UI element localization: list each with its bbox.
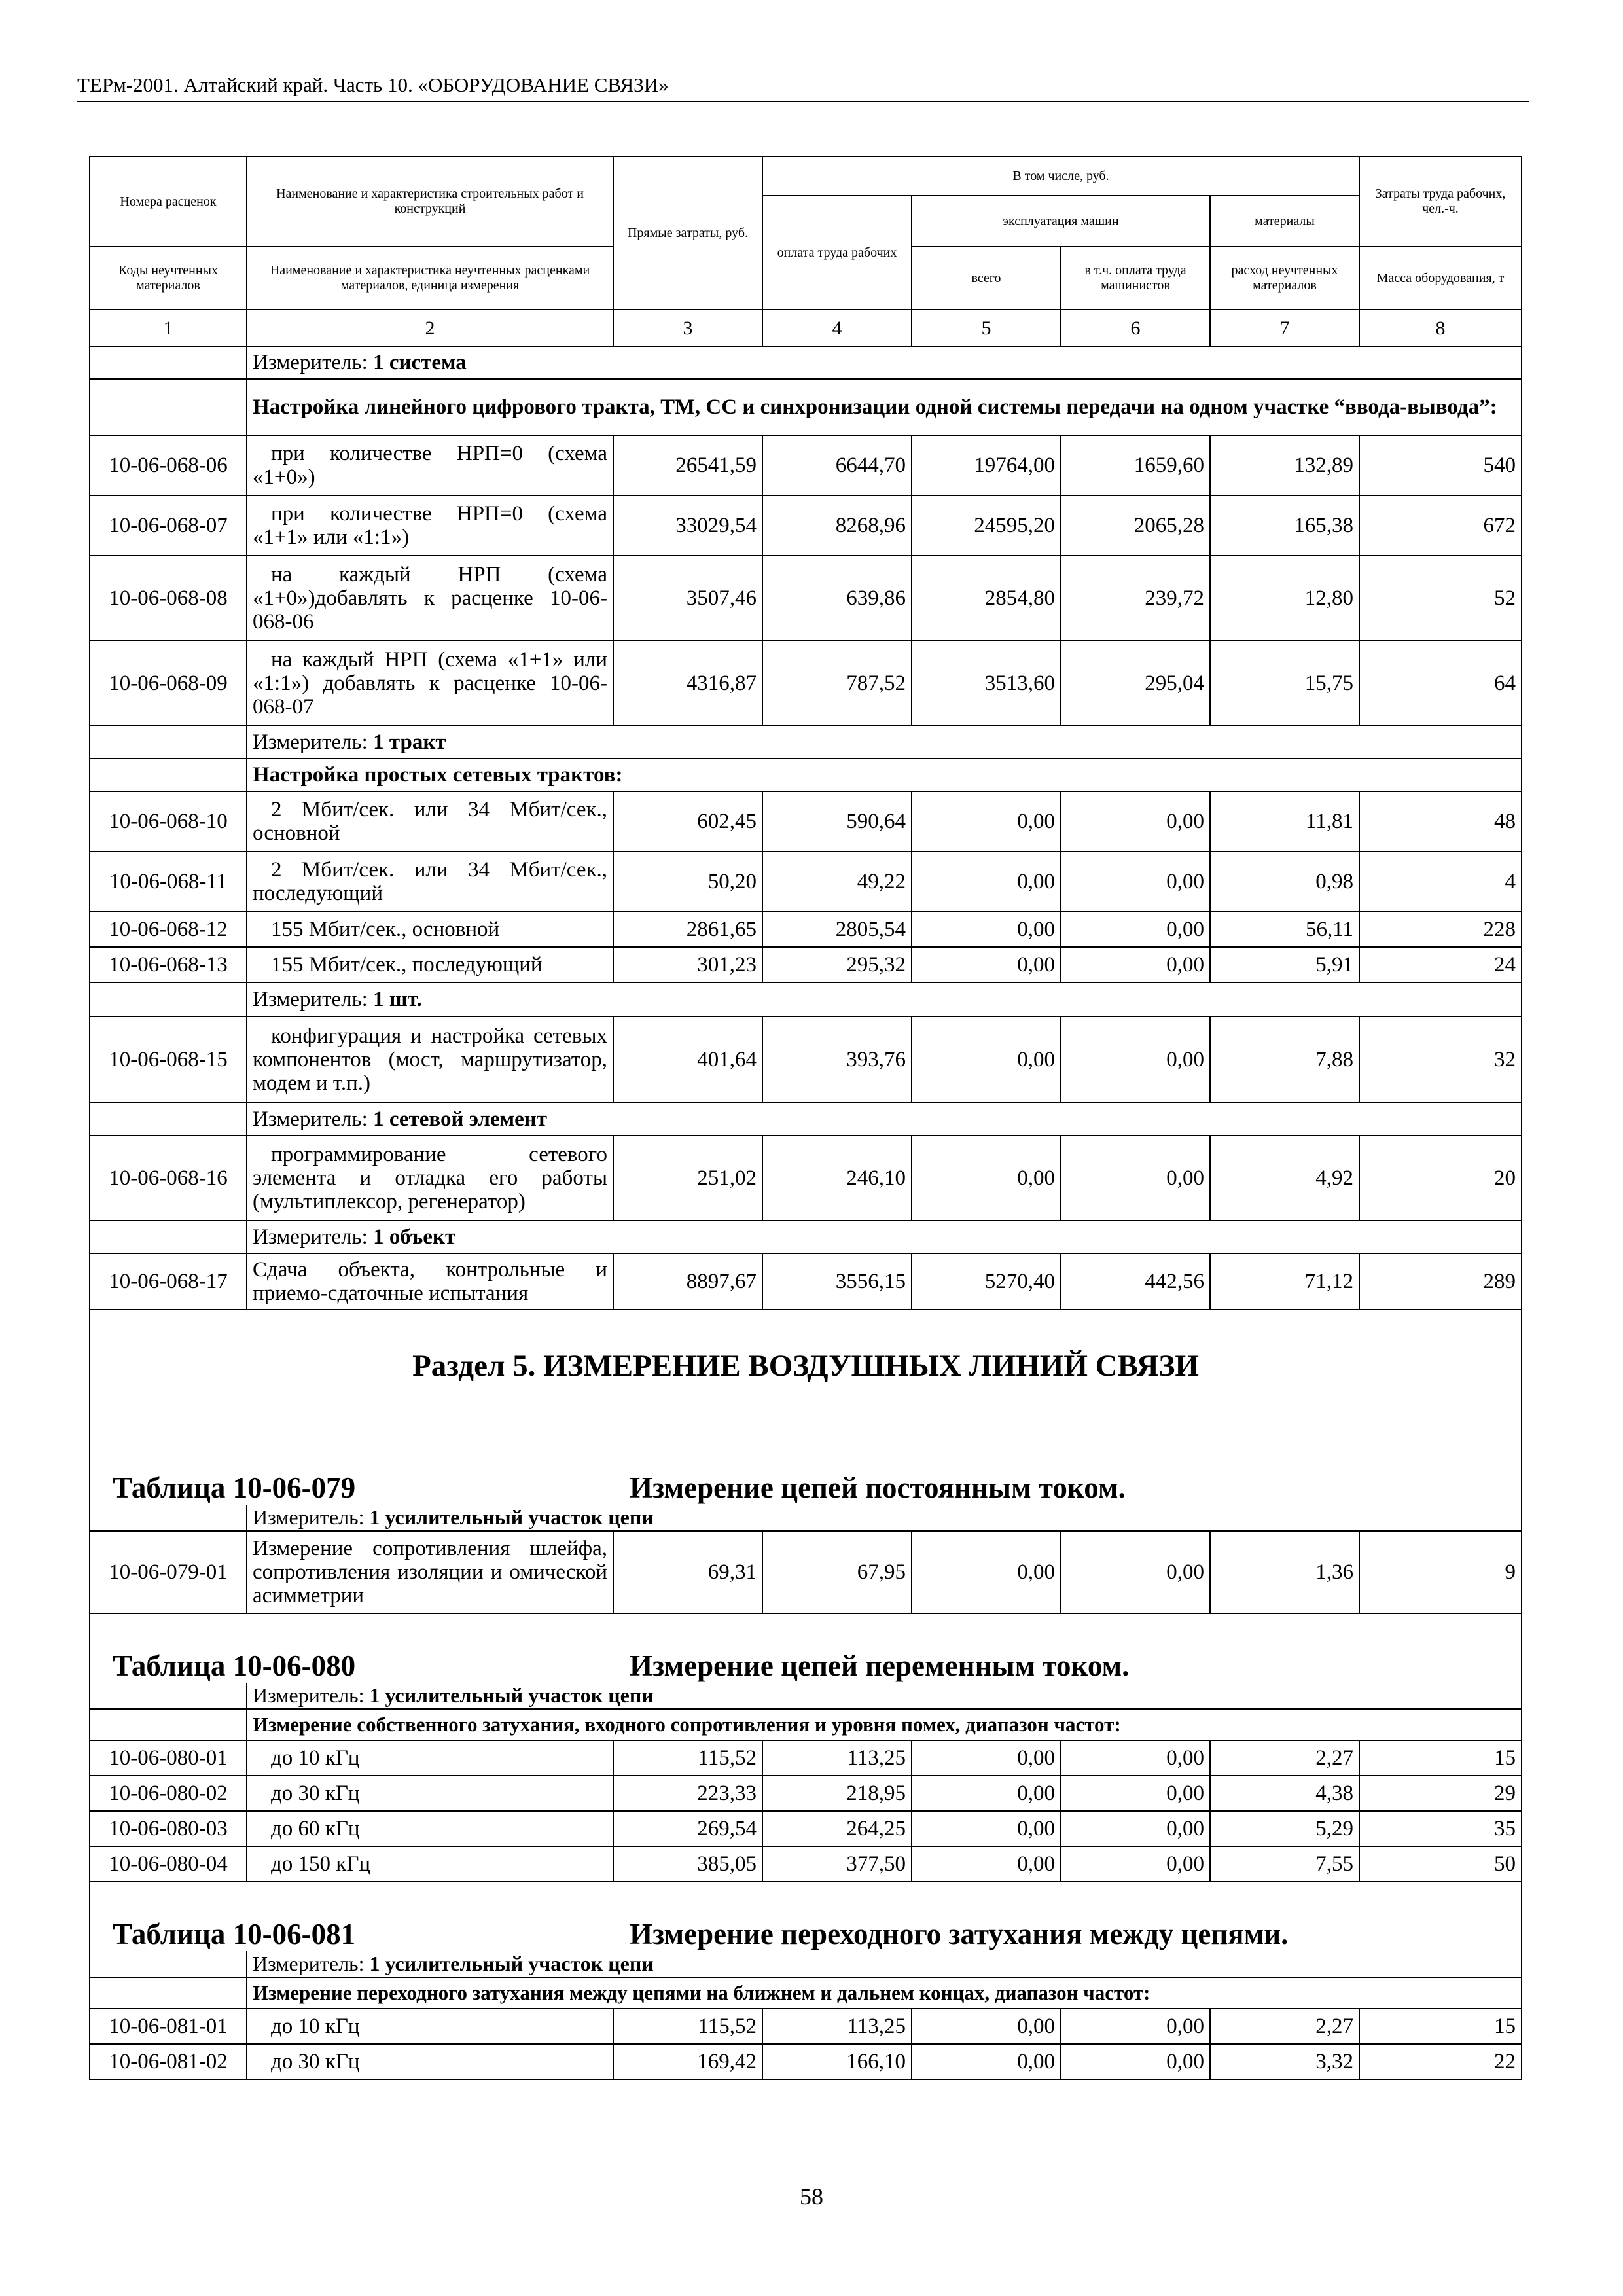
col-number: 4	[762, 310, 912, 346]
machines-total-cell: 0,00	[912, 1846, 1061, 1882]
machines-total-cell: 0,00	[912, 1740, 1061, 1776]
machines-total-cell: 2854,80	[912, 556, 1061, 641]
equipment-mass-cell: 540	[1359, 435, 1522, 495]
page-number: 58	[800, 2183, 823, 2210]
group-row	[90, 1977, 1522, 2009]
table-row	[90, 1811, 1522, 1846]
wages-cell: 295,32	[762, 947, 912, 982]
rate-code: 10-06-068-15	[90, 1016, 247, 1103]
machinist-wages-cell: 0,00	[1061, 1531, 1210, 1613]
equipment-mass-cell: 4	[1359, 852, 1522, 912]
wages-cell: 113,25	[762, 1740, 912, 1776]
equipment-mass-cell: 15	[1359, 1740, 1522, 1776]
rate-code: 10-06-068-06	[90, 435, 247, 495]
labor-hours-cell: 3,32	[1210, 2044, 1359, 2079]
wages-cell: 264,25	[762, 1811, 912, 1846]
direct-costs-cell: 251,02	[613, 1136, 762, 1221]
measure-row	[90, 1951, 1522, 1977]
equipment-mass-cell: 35	[1359, 1811, 1522, 1846]
machines-total-cell: 0,00	[912, 1016, 1061, 1103]
machines-total-cell: 19764,00	[912, 435, 1061, 495]
labor-hours-cell: 56,11	[1210, 912, 1359, 947]
labor-hours-cell: 4,92	[1210, 1136, 1359, 1221]
direct-costs-cell: 115,52	[613, 1740, 762, 1776]
rate-code: 10-06-080-01	[90, 1740, 247, 1776]
machinist-wages-cell: 0,00	[1061, 1740, 1210, 1776]
table-title-row	[90, 1882, 1522, 1951]
wages-cell: 67,95	[762, 1531, 912, 1613]
work-name: до 10 кГц	[247, 2009, 613, 2044]
table-row	[90, 2009, 1522, 2044]
direct-costs-cell: 269,54	[613, 1811, 762, 1846]
table-row	[90, 2044, 1522, 2079]
equipment-mass-cell: 289	[1359, 1253, 1522, 1310]
work-name: 2 Мбит/сек. или 34 Мбит/сек., основной	[247, 791, 613, 852]
group-title: Измерение переходного затухания между цепями на ближнем и дальнем концах, диапазон частот:	[247, 1977, 1522, 2009]
group-title: Измерение собственного затухания, входного сопротивления и уровня помех, диапазон частот:	[247, 1709, 1522, 1740]
col-work-name-header: Наименование и характеристика строительных работ и конструкций	[247, 156, 613, 247]
labor-hours-cell: 5,29	[1210, 1811, 1359, 1846]
equipment-mass-cell: 32	[1359, 1016, 1522, 1103]
wages-cell: 377,50	[762, 1846, 912, 1882]
rate-code: 10-06-080-03	[90, 1811, 247, 1846]
labor-hours-cell: 7,55	[1210, 1846, 1359, 1882]
machinist-wages-cell: 0,00	[1061, 912, 1210, 947]
table-row	[90, 641, 1522, 726]
wages-cell: 166,10	[762, 2044, 912, 2079]
wages-cell: 393,76	[762, 1016, 912, 1103]
machines-total-cell: 5270,40	[912, 1253, 1061, 1310]
work-name: конфигурация и настройка сетевых компонентов (мост, маршрутизатор, модем и т.п.)	[247, 1016, 613, 1103]
group-row	[90, 1709, 1522, 1740]
wages-cell: 246,10	[762, 1136, 912, 1221]
measure-row	[90, 1505, 1522, 1531]
machines-total-cell: 0,00	[912, 2009, 1061, 2044]
equipment-mass-cell: 228	[1359, 912, 1522, 947]
materials-header: материалы	[1210, 196, 1359, 247]
equipment-mass-cell: 15	[1359, 2009, 1522, 2044]
machines-total-cell: 0,00	[912, 1136, 1061, 1221]
machines-header: эксплуатация машин	[912, 196, 1210, 247]
rate-code: 10-06-068-17	[90, 1253, 247, 1310]
col-wages-header: оплата труда рабочих	[762, 196, 912, 310]
machinist-wages-cell: 442,56	[1061, 1253, 1210, 1310]
labor-hours-cell: 4,38	[1210, 1776, 1359, 1811]
work-name: 155 Мбит/сек., основной	[247, 912, 613, 947]
wages-cell: 113,25	[762, 2009, 912, 2044]
direct-costs-cell: 3507,46	[613, 556, 762, 641]
measure-row	[90, 1683, 1522, 1709]
table-title: Таблица 10-06-080 Измерение цепей переменным током.	[90, 1613, 1522, 1683]
rate-code: 10-06-068-13	[90, 947, 247, 982]
equipment-mass-cell: 24	[1359, 947, 1522, 982]
direct-costs-cell: 115,52	[613, 2009, 762, 2044]
machines-total-cell: 0,00	[912, 852, 1061, 912]
col-direct-costs-header: Прямые затраты, руб.	[613, 156, 762, 310]
col-material-codes-header: Коды неучтенных материалов	[90, 247, 247, 310]
col-number: 8	[1359, 310, 1522, 346]
work-name: до 150 кГц	[247, 1846, 613, 1882]
machinist-wages-cell: 0,00	[1061, 852, 1210, 912]
wages-cell: 49,22	[762, 852, 912, 912]
labor-hours-cell: 5,91	[1210, 947, 1359, 982]
machines-total-cell: 0,00	[912, 1531, 1061, 1613]
labor-hours-cell: 2,27	[1210, 2009, 1359, 2044]
rate-code: 10-06-068-09	[90, 641, 247, 726]
measure-row	[90, 346, 1522, 379]
rate-code: 10-06-068-07	[90, 495, 247, 556]
group-row	[90, 759, 1522, 791]
equipment-mass-cell: 9	[1359, 1531, 1522, 1613]
group-title: Настройка простых сетевых трактов:	[247, 759, 1522, 791]
measure-row	[90, 982, 1522, 1016]
col-number: 7	[1210, 310, 1359, 346]
work-name: на каждый НРП (схема «1+1» или «1:1») добавлять к расценке 10-06-068-07	[247, 641, 613, 726]
wages-cell: 2805,54	[762, 912, 912, 947]
measure-label: Измеритель: 1 усилительный участок цепи	[247, 1951, 1522, 1977]
rate-code: 10-06-068-10	[90, 791, 247, 852]
measure-label: Измеритель: 1 объект	[247, 1221, 1522, 1253]
direct-costs-cell: 401,64	[613, 1016, 762, 1103]
work-name: при количестве НРП=0 (схема «1+0»)	[247, 435, 613, 495]
direct-costs-cell: 26541,59	[613, 435, 762, 495]
rate-code: 10-06-068-12	[90, 912, 247, 947]
machines-total-cell: 0,00	[912, 1776, 1061, 1811]
table-row	[90, 947, 1522, 982]
equipment-mass-cell: 20	[1359, 1136, 1522, 1221]
direct-costs-cell: 385,05	[613, 1846, 762, 1882]
machinist-wages-cell: 1659,60	[1061, 435, 1210, 495]
equipment-mass-cell: 52	[1359, 556, 1522, 641]
work-name: до 10 кГц	[247, 1740, 613, 1776]
machines-total-cell: 0,00	[912, 947, 1061, 982]
section-heading-row	[90, 1310, 1522, 1421]
labor-hours-cell: 12,80	[1210, 556, 1359, 641]
machinist-wages-cell: 2065,28	[1061, 495, 1210, 556]
equipment-mass-cell: 22	[1359, 2044, 1522, 2079]
direct-costs-cell: 2861,65	[613, 912, 762, 947]
table-title: Таблица 10-06-081 Измерение переходного затухания между цепями.	[90, 1882, 1522, 1951]
work-name: при количестве НРП=0 (схема «1+1» или «1:1»)	[247, 495, 613, 556]
table-row	[90, 1776, 1522, 1811]
table-row	[90, 556, 1522, 641]
group-title: Настройка линейного цифрового тракта, ТМ, СС и синхронизации одной системы передачи на одном участке “ввода-вывода”:	[247, 379, 1522, 435]
rate-code: 10-06-080-02	[90, 1776, 247, 1811]
labor-hours-cell: 1,36	[1210, 1531, 1359, 1613]
wages-cell: 3556,15	[762, 1253, 912, 1310]
table-row	[90, 1016, 1522, 1103]
work-name: программирование сетевого элемента и отладка его работы (мультиплексор, регенератор)	[247, 1136, 613, 1221]
rate-code: 10-06-079-01	[90, 1531, 247, 1613]
measure-label: Измеритель: 1 усилительный участок цепи	[247, 1505, 1522, 1531]
col-number: 2	[247, 310, 613, 346]
direct-costs-cell: 169,42	[613, 2044, 762, 2079]
work-name: до 60 кГц	[247, 1811, 613, 1846]
machinist-wages-cell: 0,00	[1061, 1136, 1210, 1221]
wages-cell: 6644,70	[762, 435, 912, 495]
col-machines-total-header: всего	[912, 247, 1061, 310]
wages-cell: 787,52	[762, 641, 912, 726]
equipment-mass-cell: 64	[1359, 641, 1522, 726]
col-labor-header: Затраты труда рабочих, чел.-ч.	[1359, 156, 1522, 247]
table-row	[90, 1531, 1522, 1613]
col-number: 1	[90, 310, 247, 346]
rate-code: 10-06-068-11	[90, 852, 247, 912]
labor-hours-cell: 71,12	[1210, 1253, 1359, 1310]
wages-cell: 8268,96	[762, 495, 912, 556]
work-name: 155 Мбит/сек., последующий	[247, 947, 613, 982]
table-row	[90, 1136, 1522, 1221]
wages-cell: 218,95	[762, 1776, 912, 1811]
work-name: Измерение сопротивления шлейфа, сопротивления изоляции и омической асимметрии	[247, 1531, 613, 1613]
machines-total-cell: 3513,60	[912, 641, 1061, 726]
measure-label: Измеритель: 1 система	[247, 346, 1522, 379]
rate-code: 10-06-080-04	[90, 1846, 247, 1882]
machinist-wages-cell: 0,00	[1061, 1811, 1210, 1846]
direct-costs-cell: 301,23	[613, 947, 762, 982]
table-row	[90, 1253, 1522, 1310]
direct-costs-cell: 602,45	[613, 791, 762, 852]
direct-costs-cell: 33029,54	[613, 495, 762, 556]
work-name: 2 Мбит/сек. или 34 Мбит/сек., последующий	[247, 852, 613, 912]
direct-costs-cell: 4316,87	[613, 641, 762, 726]
table-row	[90, 435, 1522, 495]
including-header: В том числе, руб.	[762, 156, 1359, 196]
machinist-wages-cell: 0,00	[1061, 1776, 1210, 1811]
wages-cell: 590,64	[762, 791, 912, 852]
table-title-row	[90, 1613, 1522, 1683]
col-material-consumption-header: расход неучтенных материалов	[1210, 247, 1359, 310]
direct-costs-cell: 50,20	[613, 852, 762, 912]
equipment-mass-cell: 672	[1359, 495, 1522, 556]
measure-label: Измеритель: 1 тракт	[247, 726, 1522, 759]
work-name: до 30 кГц	[247, 1776, 613, 1811]
labor-hours-cell: 165,38	[1210, 495, 1359, 556]
wages-cell: 639,86	[762, 556, 912, 641]
labor-hours-cell: 0,98	[1210, 852, 1359, 912]
machines-total-cell: 0,00	[912, 791, 1061, 852]
direct-costs-cell: 69,31	[613, 1531, 762, 1613]
column-numbers-row	[90, 310, 1522, 346]
direct-costs-cell: 223,33	[613, 1776, 762, 1811]
col-equipment-mass-header: Масса оборудования, т	[1359, 247, 1522, 310]
labor-hours-cell: 15,75	[1210, 641, 1359, 726]
col-number: 5	[912, 310, 1061, 346]
table-title-row	[90, 1421, 1522, 1505]
machinist-wages-cell: 0,00	[1061, 947, 1210, 982]
machinist-wages-cell: 0,00	[1061, 2009, 1210, 2044]
rate-code: 10-06-081-02	[90, 2044, 247, 2079]
col-number: 3	[613, 310, 762, 346]
labor-hours-cell: 11,81	[1210, 791, 1359, 852]
table-header	[90, 156, 1522, 346]
work-name: на каждый НРП (схема «1+0»)добавлять к расценке 10-06-068-06	[247, 556, 613, 641]
equipment-mass-cell: 50	[1359, 1846, 1522, 1882]
measure-row	[90, 1221, 1522, 1253]
labor-hours-cell: 2,27	[1210, 1740, 1359, 1776]
measure-label: Измеритель: 1 усилительный участок цепи	[247, 1683, 1522, 1709]
running-header: ТЕРм-2001. Алтайский край. Часть 10. «ОБОРУДОВАНИЕ СВЯЗИ»	[77, 73, 1529, 102]
measure-label: Измеритель: 1 сетевой элемент	[247, 1103, 1522, 1136]
section-title: Раздел 5. ИЗМЕРЕНИЕ ВОЗДУШНЫХ ЛИНИЙ СВЯЗИ	[90, 1310, 1522, 1421]
machinist-wages-cell: 239,72	[1061, 556, 1210, 641]
table-row	[90, 852, 1522, 912]
table-row	[90, 1846, 1522, 1882]
rate-code: 10-06-068-16	[90, 1136, 247, 1221]
machinist-wages-cell: 0,00	[1061, 1846, 1210, 1882]
table-row	[90, 495, 1522, 556]
machines-total-cell: 0,00	[912, 912, 1061, 947]
machinist-wages-cell: 0,00	[1061, 1016, 1210, 1103]
col-rate-numbers-header: Номера расценок	[90, 156, 247, 247]
col-number: 6	[1061, 310, 1210, 346]
direct-costs-cell: 8897,67	[613, 1253, 762, 1310]
measure-row	[90, 1103, 1522, 1136]
group-row	[90, 379, 1522, 435]
table-row	[90, 1740, 1522, 1776]
machines-total-cell: 0,00	[912, 2044, 1061, 2079]
col-material-name-header: Наименование и характеристика неучтенных расценками материалов, единица измерения	[247, 247, 613, 310]
table-row	[90, 912, 1522, 947]
table-row	[90, 791, 1522, 852]
rate-code: 10-06-068-08	[90, 556, 247, 641]
measure-label: Измеритель: 1 шт.	[247, 982, 1522, 1016]
measure-row	[90, 726, 1522, 759]
machinist-wages-cell: 0,00	[1061, 2044, 1210, 2079]
machinist-wages-cell: 295,04	[1061, 641, 1210, 726]
machines-total-cell: 24595,20	[912, 495, 1061, 556]
machinist-wages-cell: 0,00	[1061, 791, 1210, 852]
equipment-mass-cell: 29	[1359, 1776, 1522, 1811]
work-name: до 30 кГц	[247, 2044, 613, 2079]
machines-total-cell: 0,00	[912, 1811, 1061, 1846]
labor-hours-cell: 7,88	[1210, 1016, 1359, 1103]
equipment-mass-cell: 48	[1359, 791, 1522, 852]
col-machinist-wages-header: в т.ч. оплата труда машинистов	[1061, 247, 1210, 310]
table-title: Таблица 10-06-079 Измерение цепей постоянным током.	[90, 1421, 1522, 1505]
rates-table	[89, 156, 1522, 2080]
work-name: Сдача объекта, контрольные и приемо-сдаточные испытания	[247, 1253, 613, 1310]
rate-code: 10-06-081-01	[90, 2009, 247, 2044]
labor-hours-cell: 132,89	[1210, 435, 1359, 495]
